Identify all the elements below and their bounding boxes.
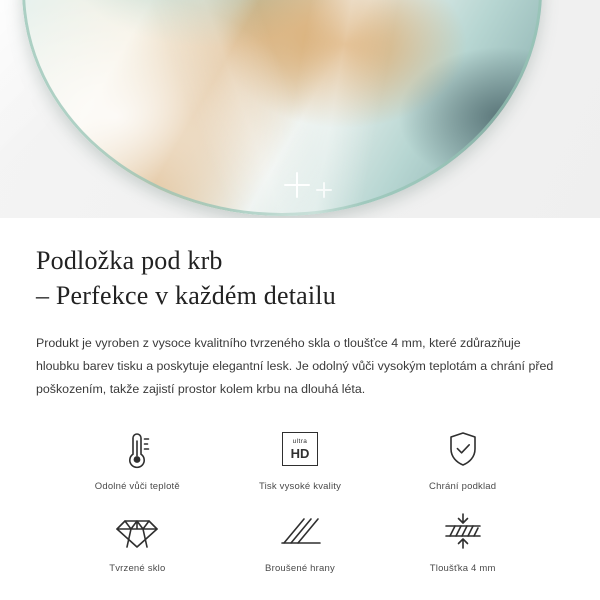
- ultra-hd-icon: [282, 426, 318, 472]
- shield-check-icon: [443, 426, 483, 472]
- page-title-line-1: Podložka pod krb: [36, 246, 223, 275]
- feature-item-temperature: [56, 426, 219, 492]
- feature-label: Tvrzené sklo: [109, 563, 166, 575]
- polished-edges-icon: [278, 508, 322, 554]
- feature-item-protection: [381, 426, 544, 492]
- feature-label: Chrání podklad: [429, 481, 497, 493]
- feature-item-tempered-glass: [56, 508, 219, 574]
- feature-label: Tloušťka 4 mm: [429, 563, 496, 575]
- feature-grid: [36, 426, 564, 574]
- ultra-hd-badge-bottom: HD: [290, 445, 310, 461]
- feature-item-polished-edges: [219, 508, 382, 574]
- feature-label: Broušené hrany: [265, 563, 335, 575]
- feature-label: Odolné vůči teplotě: [94, 481, 180, 493]
- page-title-line-2: – Perfekce v každém detailu: [36, 280, 336, 310]
- product-description: Produkt je vyroben z vysoce kvalitního tvrzeného skla o tloušťce 4 mm, které zdůrazňuje hloubku barev tisku a poskytuje elegantní lesk. Je odolný vůči vysokým teplotám a chrání před poškozením, takže zajistí prostor kolem krbu na dlouhá léta.: [36, 335, 554, 396]
- content-block: [0, 218, 600, 574]
- feature-item-thickness: [381, 508, 544, 574]
- thickness-arrows-icon: [440, 508, 486, 554]
- feature-label: Tisk vysoké kvality: [258, 481, 342, 493]
- thermometer-icon: [117, 426, 157, 472]
- feature-item-print-quality: [219, 426, 382, 492]
- page-title: [36, 244, 564, 314]
- diamond-icon: [115, 508, 159, 554]
- ultra-hd-badge-top: ultra: [292, 438, 308, 446]
- hero-image: [0, 0, 600, 218]
